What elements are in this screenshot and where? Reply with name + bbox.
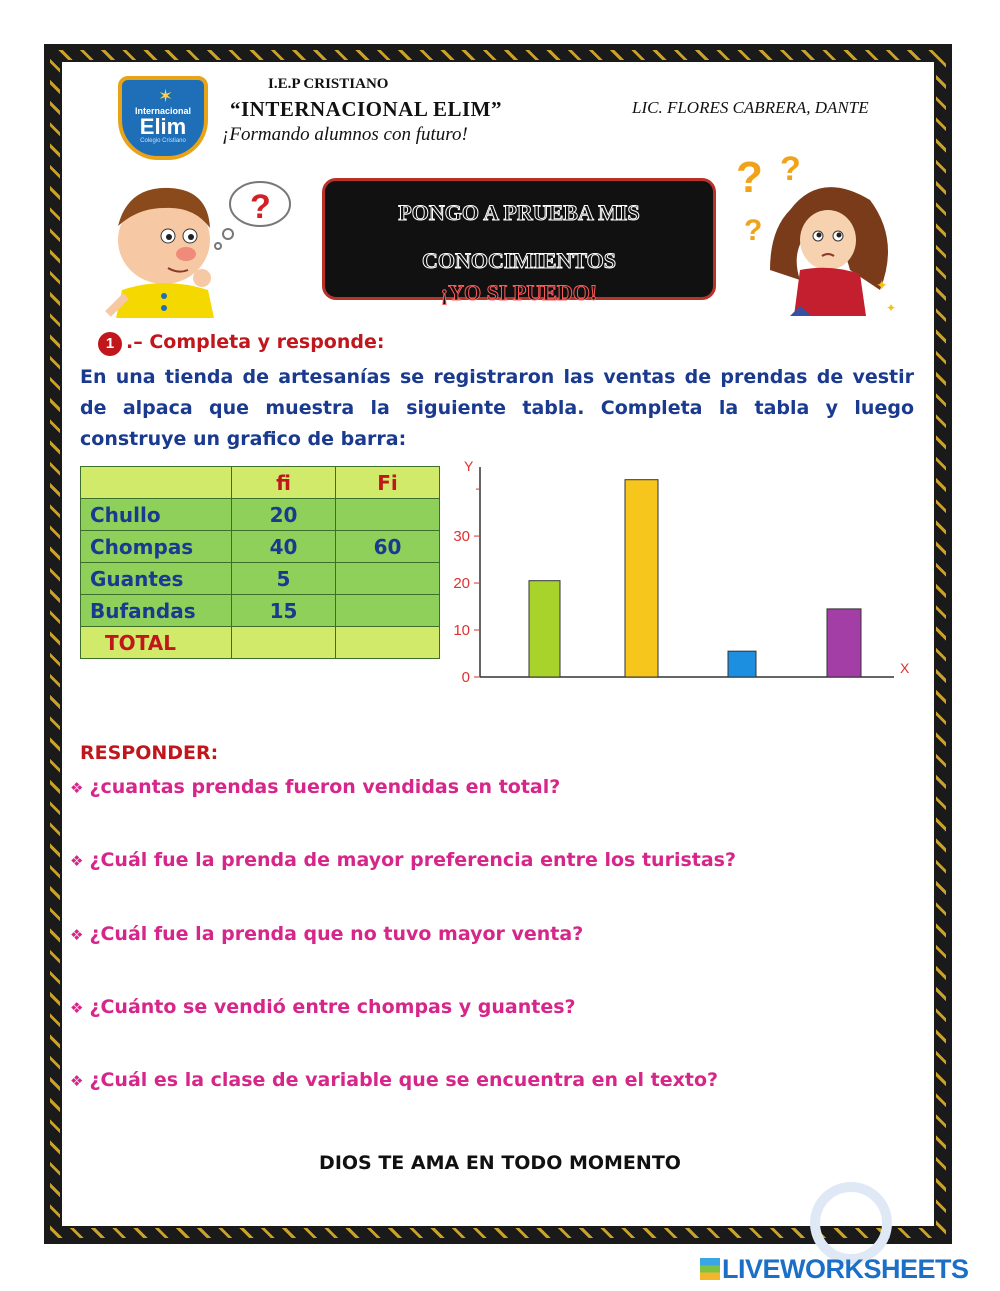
fi-cell: 40 <box>232 531 336 563</box>
table-total-row <box>81 627 440 659</box>
diamond-bullet-icon: ❖ <box>70 999 84 1017</box>
diamond-bullet-icon: ❖ <box>70 779 84 797</box>
frequency-table <box>80 466 440 659</box>
diamond-bullet-icon: ❖ <box>70 926 84 944</box>
Fi-input-cell[interactable] <box>336 595 440 627</box>
fi-cell: 5 <box>232 563 336 595</box>
question-4 <box>70 996 576 1018</box>
y-axis-label: Y <box>464 458 474 474</box>
y-tick-label: 20 <box>453 575 470 593</box>
live-logo-icon <box>700 1258 720 1280</box>
banner-line3: ¡YO SI PUEDO! <box>440 280 598 305</box>
header-cell <box>81 467 232 499</box>
fi-cell: 20 <box>232 499 336 531</box>
diamond-bullet-icon: ❖ <box>70 1072 84 1090</box>
diamond-bullet-icon: ❖ <box>70 852 84 870</box>
school-name: “INTERNACIONAL ELIM” <box>230 97 502 121</box>
logo-line3: Colegio Cristiano <box>140 138 186 144</box>
header-cell-fi: fi <box>232 467 336 499</box>
question-5 <box>70 1069 718 1091</box>
y-tick-label: 10 <box>453 622 470 640</box>
school-motto: ¡Formando alumnos con futuro! <box>222 124 468 145</box>
question-text: ¿cuantas prendas fueron vendidas en total? <box>89 776 561 798</box>
fi-cell: 15 <box>232 595 336 627</box>
bar-chart <box>438 455 918 691</box>
responder-title: RESPONDER: <box>80 742 219 764</box>
school-logo <box>118 76 208 160</box>
y-tick-label: 0 <box>461 669 470 686</box>
table-header-row <box>81 467 440 499</box>
table-row <box>81 595 440 627</box>
thinking-girl-illustration <box>730 140 910 320</box>
Fi-cell: 60 <box>336 531 440 563</box>
x-axis-label: X <box>900 660 910 676</box>
row-label: Chullo <box>81 499 232 531</box>
question-1 <box>70 776 560 798</box>
title-banner <box>322 178 716 305</box>
bar <box>827 609 861 677</box>
table-row <box>81 499 440 531</box>
total-fi-input-cell[interactable] <box>232 627 336 659</box>
row-label: Chompas <box>81 531 232 563</box>
question-text: ¿Cuánto se vendió entre chompas y guantes? <box>89 996 576 1018</box>
svg-text:?: ? <box>736 153 763 202</box>
table-row <box>81 531 440 563</box>
banner-line2: CONOCIMIENTOS <box>422 248 616 273</box>
Fi-input-cell[interactable] <box>336 499 440 531</box>
bar <box>529 581 560 677</box>
question-text: ¿Cuál fue la prenda de mayor preferencia entre los turistas? <box>89 849 737 871</box>
Fi-input-cell[interactable] <box>336 563 440 595</box>
logo-line2: Elim <box>139 114 187 139</box>
y-tick-label: 30 <box>453 528 470 546</box>
watermark-circle <box>810 1182 892 1264</box>
bar <box>625 480 658 677</box>
exercise-number: 1 <box>98 332 122 356</box>
school-type: I.E.P CRISTIANO <box>268 76 389 92</box>
svg-text:?: ? <box>744 214 763 247</box>
exercise-instructions: En una tienda de artesanías se registraron las ventas de prendas de vestir de alpaca que muestra la siguiente tabla. Completa la tabla y luego construye un grafico de barra: <box>80 366 914 450</box>
thinking-boy-illustration <box>98 178 328 318</box>
liveworksheets-logo <box>700 1254 969 1285</box>
footer-message: DIOS TE AMA EN TODO MOMENTO <box>319 1152 681 1174</box>
svg-text:✦: ✦ <box>886 301 897 315</box>
palm-tree-icon: ✶ <box>158 86 174 107</box>
question-text: ¿Cuál fue la prenda que no tuvo mayor venta? <box>89 923 584 945</box>
brand-text: LIVEWORKSHEETS <box>722 1254 969 1284</box>
total-label: TOTAL <box>81 627 232 659</box>
logo-line1: Internacional <box>134 106 191 116</box>
question-3 <box>70 923 583 945</box>
row-label: Guantes <box>81 563 232 595</box>
row-label: Bufandas <box>81 595 232 627</box>
exercise-title: .– Completa y responde: <box>126 331 385 353</box>
question-2 <box>70 849 736 871</box>
question-text: ¿Cuál es la clase de variable que se encuentra en el texto? <box>89 1069 719 1091</box>
svg-text:✦: ✦ <box>876 278 888 294</box>
teacher-name: LIC. FLORES CABRERA, DANTE <box>632 98 869 117</box>
banner-line1: PONGO A PRUEBA MIS <box>398 200 640 225</box>
svg-text:?: ? <box>250 188 271 226</box>
total-Fi-input-cell[interactable] <box>336 627 440 659</box>
bar <box>728 651 756 677</box>
header-cell-Fi: Fi <box>336 467 440 499</box>
svg-text:?: ? <box>780 150 801 188</box>
table-row <box>81 563 440 595</box>
